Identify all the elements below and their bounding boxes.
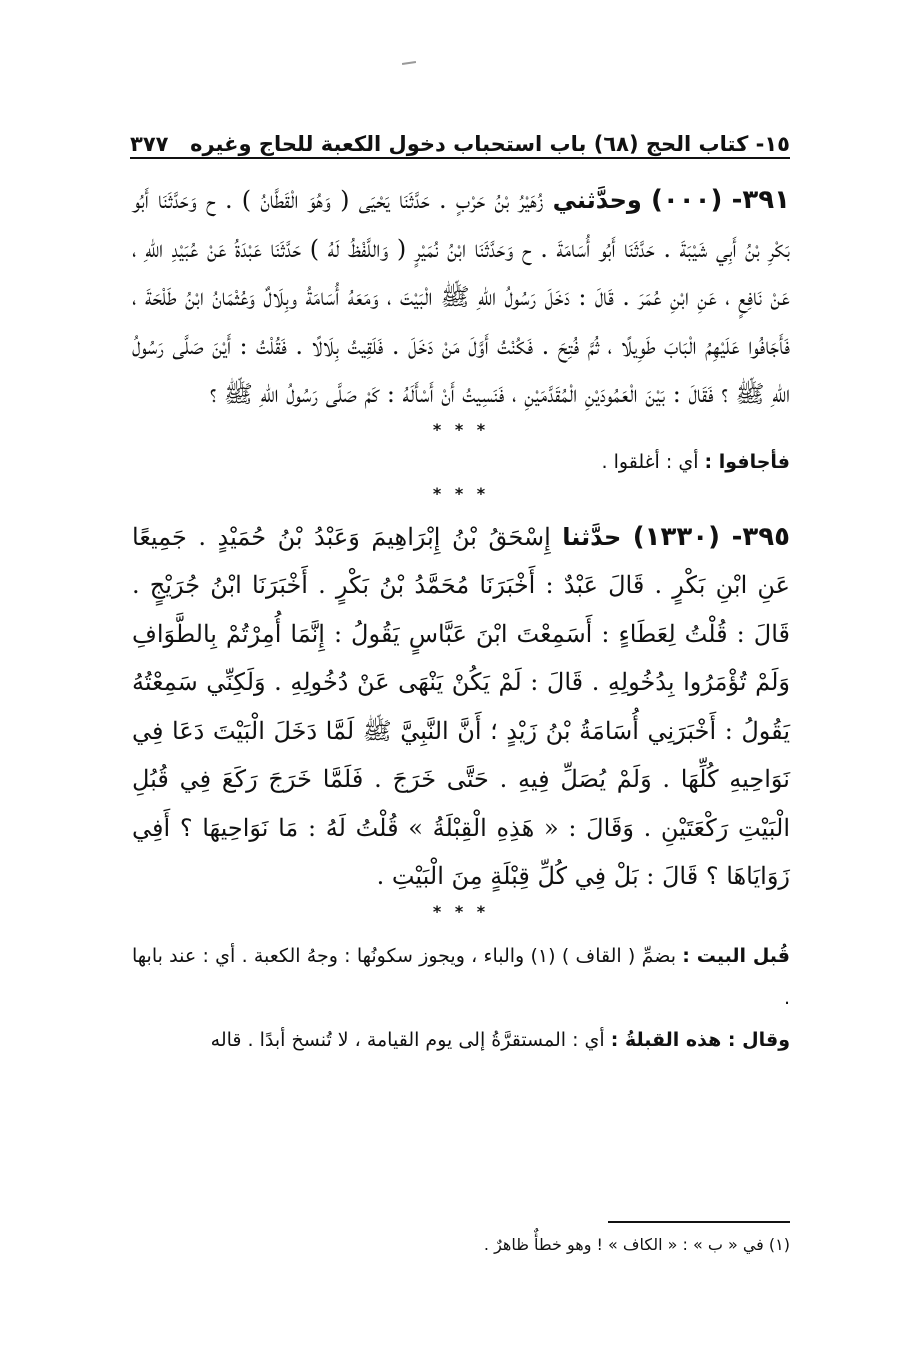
footnote: (١) في « ب » : « الكاف » ! وهو خطأٌ ظاهرٌ .: [483, 1235, 790, 1254]
hadith-opening: حدَّثنا: [562, 522, 622, 551]
hadith-text: زُهَيْرُ بْنُ حَرْبٍ . حَدَّثَنَا يَحْيَى ( وَهُوَ الْقَطَّانُ ) . ح وَحَدَّثَنَا أَبُو بَكْرِ بْنُ أَبِي شَيْبَةَ . حَدَّثَنَا أَبُو أُسَامَةَ . ح وَحَدَّثَنَا ابْنُ نُمَيْرٍ ( وَاللَّفْظُ لَهُ ) حَدَّثَنَا عَبْدَةُ عَنْ عُبَيْدِ اللهِ ، عَنْ نَافِعٍ ، عَنِ ابْنِ عُمَرَ . قَالَ : دَخَلَ رَسُولُ اللهِ ﷺ الْبَيْتَ ، وَمَعَهُ أُسَامَةُ وبِلَالٌ وَعُثْمَانُ ابْنُ طَلْحَةَ ، فَأَجَافُوا عَلَيْهِمُ الْبَابَ طَوِيلًا ، ثُمَّ فُتِحَ . فَكُنْتُ أَوَّلَ مَنْ دَخَلَ . فَلَقِيتُ بِلَالًا . فَقُلْتُ : أَيْنَ صَلَّى رَسُولُ اللهِ ﷺ ؟ فَقَالَ : بَيْنَ الْعَمُودَيْنِ الْمُقَدَّمَيْنِ ، فَنَسِيتُ أَنْ أَسْأَلَهُ : كَمْ صَلَّى رَسُولُ اللهِ ﷺ ؟: [132, 186, 790, 408]
gloss-text: أي : المستقرَّةُ إلى يوم القيامة ، لا تُنسخ أبدًا . قاله: [210, 1028, 605, 1051]
gloss-term: فأجافوا :: [704, 450, 790, 473]
footnote-rule: [608, 1221, 790, 1223]
separator: * * *: [432, 901, 490, 921]
main-text: [132, 176, 790, 1061]
hadith-text: إِسْحَقُ بْنُ إِبْرَاهِيمَ وَعَبْدُ بْنُ حُمَيْدٍ . جَمِيعًا عَنِ ابْنِ بَكْرٍ . قَالَ عَبْدٌ : أَخْبَرَنَا مُحَمَّدُ بْنُ بَكْرٍ . أَخْبَرَنَا ابْنُ جُرَيْجٍ . قَالَ : قُلْتُ لِعَطَاءٍ : أَسَمِعْتَ ابْنَ عَبَّاسٍ يَقُولُ : إِنَّمَا أُمِرْتُمْ بِالطَّوَافِ وَلَمْ تُؤْمَرُوا بِدُخُولِهِ . قَالَ : لَمْ يَكُنْ يَنْهَى عَنْ دُخُولِهِ . وَلَكِنِّي سَمِعْتُهُ يَقُولُ : أَخْبَرَنِي أُسَامَةُ بْنُ زَيْدٍ ؛ أَنَّ النَّبِيَّ ﷺ لَمَّا دَخَلَ الْبَيْتَ دَعَا فِي نَوَاحِيهِ كُلِّهَا . وَلَمْ يُصَلِّ فِيهِ . حَتَّى خَرَجَ . فَلَمَّا خَرَجَ رَكَعَ فِي قُبُلِ الْبَيْتِ رَكْعَتَيْنِ . وَقَالَ : « هَذِهِ الْقِبْلَةُ » قُلْتُ لَهُ : مَا نَوَاحِيهَا ؟ أَفِي زَوَايَاهَا ؟ قَالَ : بَلْ فِي كُلِّ قِبْلَةٍ مِنَ الْبَيْتِ .: [132, 522, 790, 890]
gloss-ajafu: [132, 441, 790, 483]
hadith-opening: وحدَّثني: [552, 186, 642, 214]
hadith-reference: (٠٠٠): [650, 185, 723, 215]
hadith-395: [132, 513, 790, 901]
page-number: ٣٧٧: [130, 132, 169, 156]
stray-ink-mark: [402, 61, 416, 65]
gloss-text: أي : أغلقوا .: [601, 450, 699, 473]
chapter-title: ١٥- كتاب الحج (٦٨) باب استحباب دخول الكعبة للحاج وغيره: [190, 132, 790, 156]
gloss-qibla: [132, 1019, 790, 1061]
hadith-reference: (١٣٣٠): [632, 521, 721, 552]
hadith-number: ٣٩١-: [731, 185, 790, 215]
separator: * * *: [432, 419, 490, 439]
gloss-term: وقال : هذه القبلةُ :: [610, 1028, 790, 1051]
separator: * * *: [432, 483, 490, 503]
hadith-391: [132, 176, 790, 419]
running-header: [130, 118, 790, 156]
hadith-number: ٣٩٥-: [731, 521, 790, 552]
gloss-term: قُبل البيت :: [682, 944, 790, 967]
gloss-qubul: [132, 935, 790, 1019]
gloss-text: بضمِّ ( القاف ) (١) والباء ، ويجوز سكونُها : وجهُ الكعبة . أي : عند بابها .: [132, 944, 790, 1009]
header-rule: [130, 157, 790, 159]
